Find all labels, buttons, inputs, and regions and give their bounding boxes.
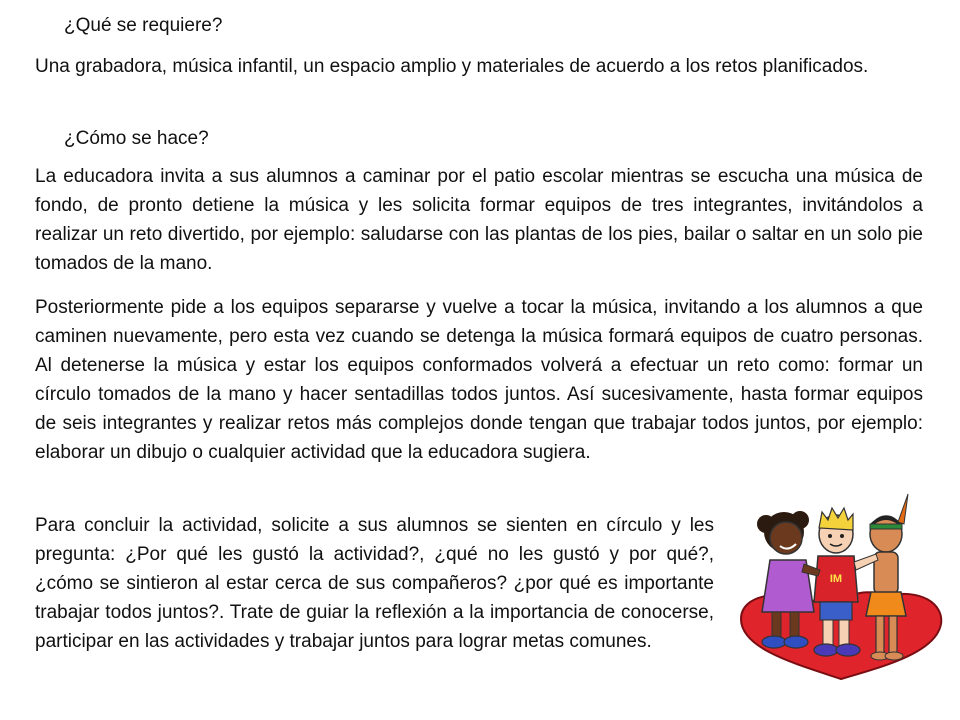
- requires-body: Una grabadora, música infantil, un espacio amplio y materiales de acuerdo a los retos planificados.: [35, 56, 869, 77]
- shirt-text: IM: [829, 573, 843, 585]
- heading-how: ¿Cómo se hace?: [64, 128, 209, 149]
- how-paragraph-1: La educadora invita a sus alumnos a caminar por el patio escolar mientras se escucha una música de fondo, de pronto detiene la música y les solicita formar equipos de tres integrantes, invitándolos a realizar un reto divertido, por ejemplo: saludarse con las plantas de los pies, bailar o saltar en un solo pie tomados de la mano.: [35, 166, 923, 274]
- how-paragraph-3: Para concluir la actividad, solicite a sus alumnos se sienten en círculo y les pregunta: ¿Por qué les gustó la actividad?, ¿qué no les gustó y por qué?, ¿cómo se sintieron al estar cerca de sus compañeros? ¿por qué es importante trabajar todos juntos?. Trate de guiar la reflexión a la importancia de conocerse, participar en las actividades y trabajar juntos para lograr metas comunes.: [35, 515, 714, 652]
- heading-requires: ¿Qué se requiere?: [64, 15, 223, 36]
- how-paragraph-2: Posteriormente pide a los equipos separarse y vuelve a tocar la música, invitando a los alumnos a que caminen nuevamente, pero esta vez cuando se detenga la música formará equipos de cuatro personas. Al detenerse la música y estar los equipos conformados volverá a efectuar un reto como: formar un círculo tomados de la mano y hacer sentadillas todos juntos. Así sucesivamente, hasta formar equipos de seis integrantes y realizar retos más complejos donde tengan que trabajar todos juntos, por ejemplo: elaborar un dibujo o cualquier actividad que la educadora sugiera.: [35, 297, 923, 463]
- children-on-heart-illustration: [736, 484, 946, 684]
